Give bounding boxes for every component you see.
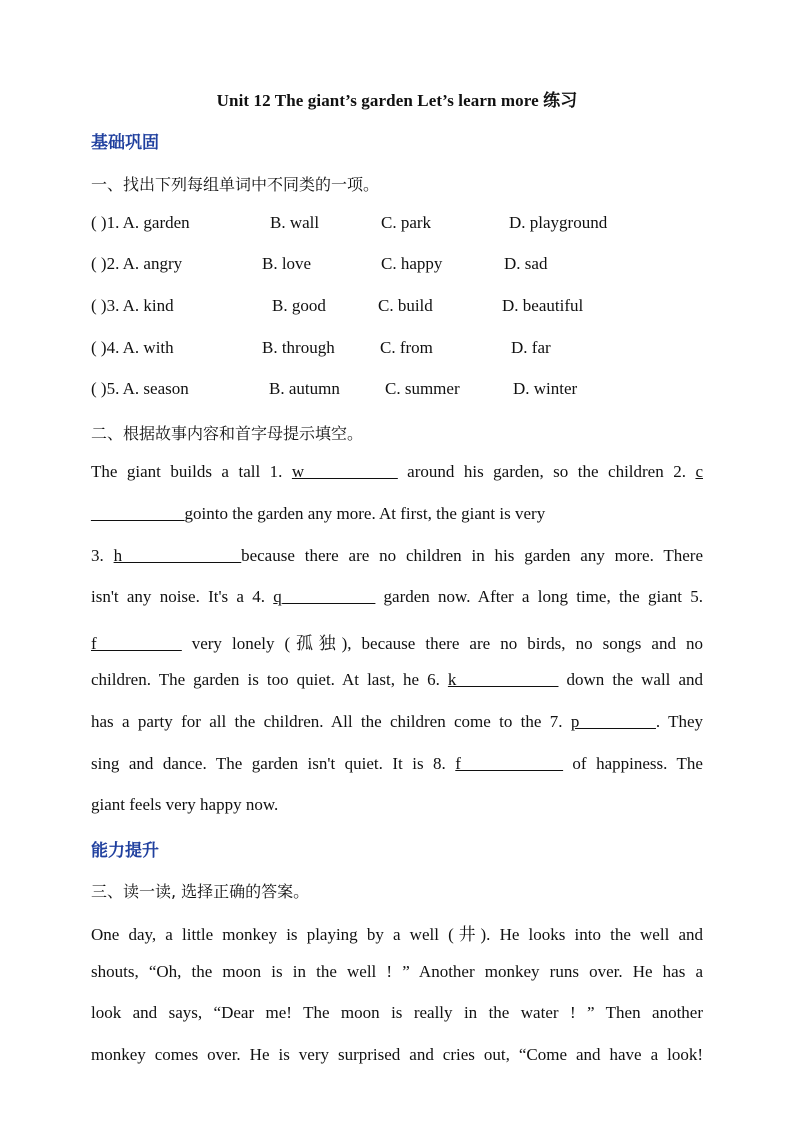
- part2-heading: 二、根据故事内容和首字母提示填空。: [91, 424, 364, 443]
- passage-line: 3. h______________because there are no children in his garden any more. There: [91, 546, 704, 565]
- page-title: Unit 12 The giant’s garden Let’s learn more 练习: [216, 91, 578, 110]
- option-d: D. far: [511, 338, 551, 357]
- reading-line: One day, a little monkey is playing by a well (井). He looks into the well and: [91, 925, 703, 944]
- reading-line: shouts, “Oh, the moon is in the well ! ” Another monkey runs over. He has a: [91, 962, 703, 981]
- option-number: ( )5. A. season: [91, 379, 189, 398]
- section-basic-heading: 基础巩固: [91, 133, 159, 153]
- answer-blank[interactable]: h______________: [113, 546, 242, 565]
- option-b: B. wall: [270, 213, 320, 232]
- option-row: [91, 213, 703, 237]
- option-b: B. good: [272, 296, 326, 315]
- option-number: ( )2. A. angry: [91, 254, 183, 273]
- answer-blank[interactable]: f__________: [91, 634, 182, 653]
- reading-line: look and says, “Dear me! The moon is really in the water ! ” Then another: [91, 1003, 703, 1022]
- passage-line: children. The garden is too quiet. At last, he 6. k____________ down the wall and: [91, 670, 704, 689]
- option-b: B. autumn: [269, 379, 340, 398]
- option-row: [91, 296, 703, 320]
- option-d: D. playground: [509, 213, 608, 232]
- passage-line: f__________ very lonely (孤独), because there are no birds, no songs and no: [91, 634, 703, 653]
- option-c: C. happy: [381, 254, 443, 273]
- reading-line: monkey comes over. He is very surprised and cries out, “Come and have a look!: [91, 1045, 703, 1064]
- passage-line: sing and dance. The garden isn't quiet. It is 8. f____________ of happiness. The: [91, 754, 703, 773]
- option-c: C. build: [378, 296, 433, 315]
- answer-blank[interactable]: c: [695, 462, 703, 481]
- option-d: D. winter: [513, 379, 578, 398]
- option-number: ( )4. A. with: [91, 338, 174, 357]
- option-row: [91, 379, 703, 403]
- option-number: ( )3. A. kind: [91, 296, 174, 315]
- option-c: C. park: [381, 213, 432, 232]
- option-c: C. summer: [385, 379, 460, 398]
- answer-blank[interactable]: q___________: [273, 587, 376, 606]
- answer-blank[interactable]: ___________: [91, 504, 185, 523]
- passage-line: isn't any noise. It's a 4. q___________ garden now. After a long time, the giant 5.: [91, 587, 703, 606]
- option-c: C. from: [380, 338, 433, 357]
- option-b: B. through: [262, 338, 335, 357]
- answer-blank[interactable]: p_________: [570, 712, 656, 731]
- section-advanced-heading: 能力提升: [91, 841, 159, 861]
- option-number: ( )1. A. garden: [91, 213, 190, 232]
- answer-blank[interactable]: w___________: [291, 462, 398, 481]
- answer-blank[interactable]: f____________: [455, 754, 563, 773]
- passage-line: The giant builds a tall 1. w___________ around his garden, so the children 2. c: [91, 462, 703, 481]
- option-row: [91, 254, 703, 278]
- answer-blank[interactable]: k____________: [447, 670, 559, 689]
- option-b: B. love: [262, 254, 312, 273]
- option-d: D. beautiful: [502, 296, 584, 315]
- option-d: D. sad: [504, 254, 548, 273]
- part3-heading: 三、读一读, 选择正确的答案。: [91, 882, 310, 901]
- passage-line: giant feels very happy now.: [91, 795, 279, 814]
- option-row: [91, 338, 703, 362]
- passage-line: ___________gointo the garden any more. At first, the giant is very: [91, 504, 546, 523]
- passage-line: has a party for all the children. All the children come to the 7. p_________. They: [91, 712, 703, 731]
- part1-heading: 一、找出下列每组单词中不同类的一项。: [91, 175, 380, 194]
